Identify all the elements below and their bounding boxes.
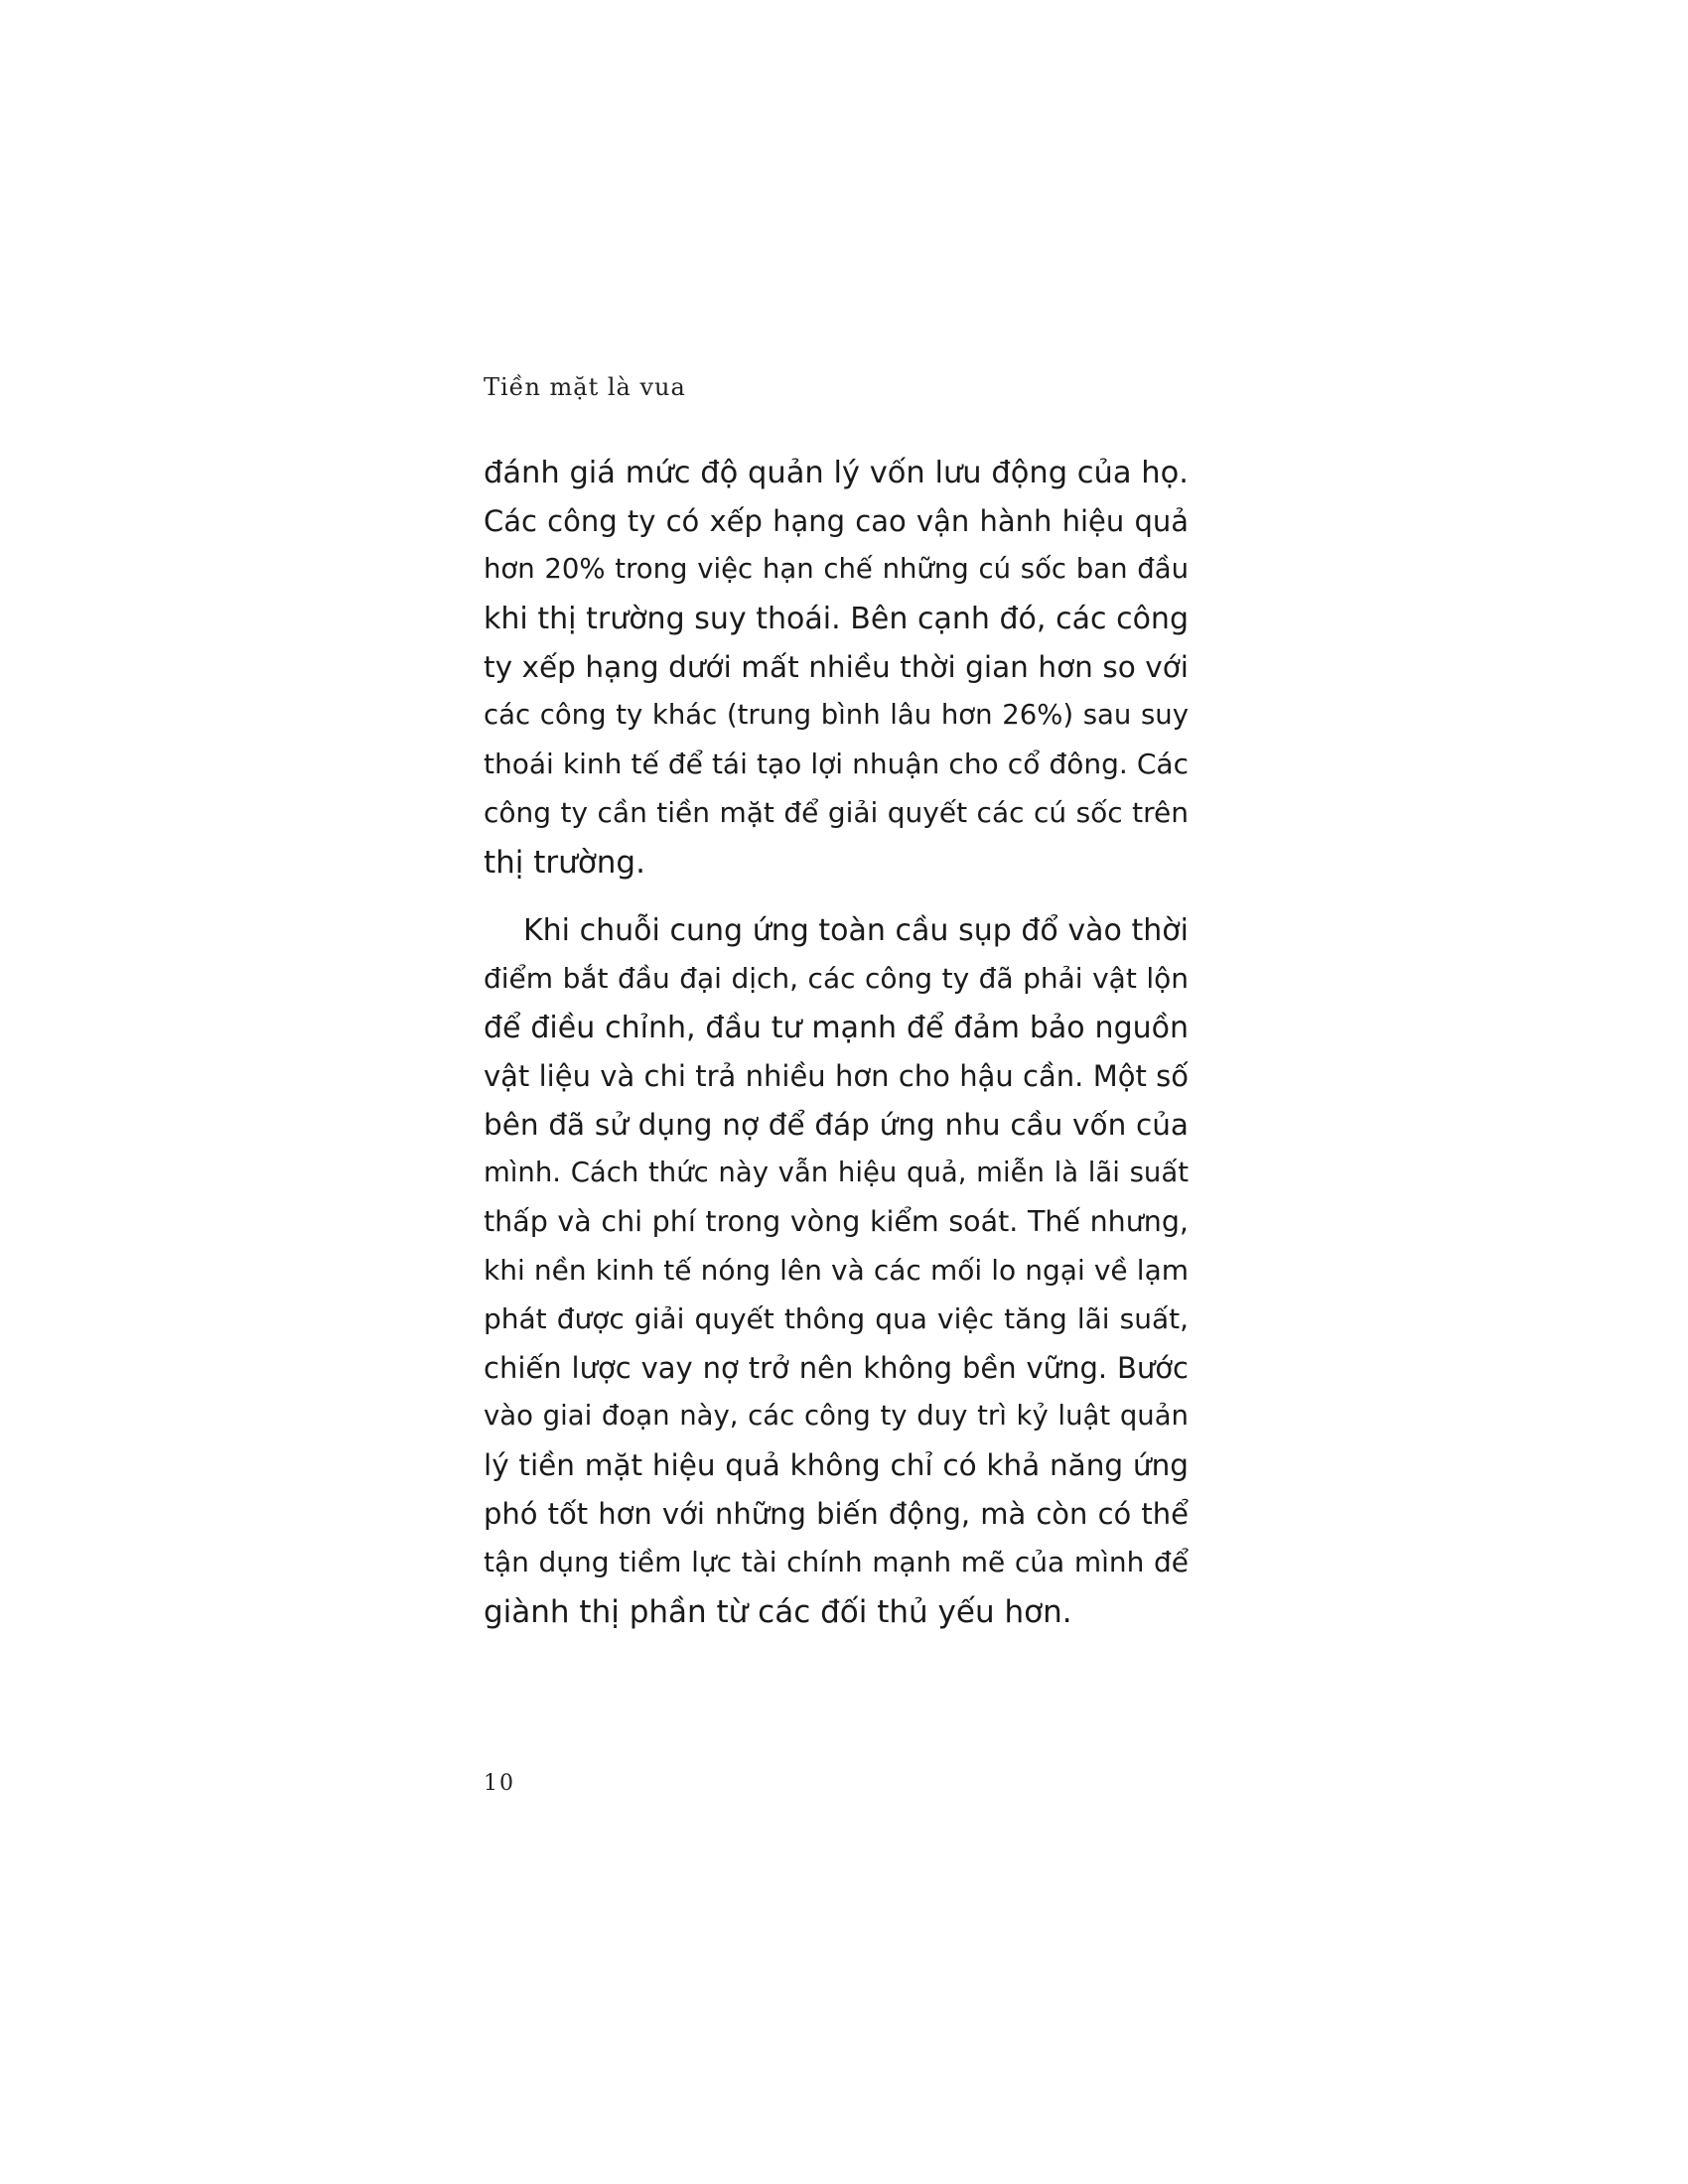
text-line: mình. Cách thức này vẫn hiệu quả, miễn là lãi suất: [484, 1157, 1189, 1188]
text-line: công ty cần tiền mặt để giải quyết các cú sốc trên: [484, 796, 1189, 829]
text-line: phát được giải quyết thông qua việc tăng lãi suất,: [484, 1302, 1189, 1335]
text-line: điểm bắt đầu đại dịch, các công ty đã phải vật lộn: [484, 962, 1189, 995]
text-line: bên đã sử dụng nợ để đáp ứng nhu cầu vốn của: [484, 1108, 1189, 1142]
text-line: thị trường.: [484, 845, 645, 881]
text-line: các công ty khác (trung bình lâu hơn 26%) sau suy: [484, 699, 1189, 731]
text-line: khi thị trường suy thoái. Bên cạnh đó, các công: [484, 602, 1189, 636]
page-number: 10: [484, 1771, 515, 1796]
text-line: phó tốt hơn với những biến động, mà còn có thể: [484, 1497, 1189, 1531]
text-line: ty xếp hạng dưới mất nhiều thời gian hơn so với: [484, 650, 1189, 684]
text-line: Các công ty có xếp hạng cao vận hành hiệu quả: [484, 504, 1189, 538]
text-line: đánh giá mức độ quản lý vốn lưu động của họ.: [484, 456, 1189, 490]
text-line: tận dụng tiềm lực tài chính mạnh mẽ của mình để: [484, 1546, 1189, 1578]
text-line: khi nền kinh tế nóng lên và các mối lo ngại về lạm: [484, 1254, 1189, 1287]
text-line: chiến lược vay nợ trở nên không bền vững. Bước: [484, 1351, 1189, 1385]
text-line: lý tiền mặt hiệu quả không chỉ có khả năng ứng: [484, 1448, 1189, 1482]
text-line: giành thị phần từ các đối thủ yếu hơn.: [484, 1594, 1072, 1630]
text-line: Khi chuỗi cung ứng toàn cầu sụp đổ vào thời: [523, 913, 1189, 948]
text-line: vật liệu và chi trả nhiều hơn cho hậu cần. Một số: [484, 1059, 1189, 1093]
text-line: để điều chỉnh, đầu tư mạnh để đảm bảo nguồn: [484, 1011, 1189, 1045]
text-line: thoái kinh tế để tái tạo lợi nhuận cho cổ đông. Các: [484, 748, 1189, 780]
text-line: vào giai đoạn này, các công ty duy trì kỷ luật quản: [484, 1400, 1189, 1432]
running-header: Tiền mặt là vua: [484, 373, 686, 401]
text-line: thấp và chi phí trong vòng kiểm soát. Thế nhưng,: [484, 1205, 1189, 1238]
text-line: hơn 20% trong việc hạn chế những cú sốc ban đầu: [484, 553, 1189, 585]
